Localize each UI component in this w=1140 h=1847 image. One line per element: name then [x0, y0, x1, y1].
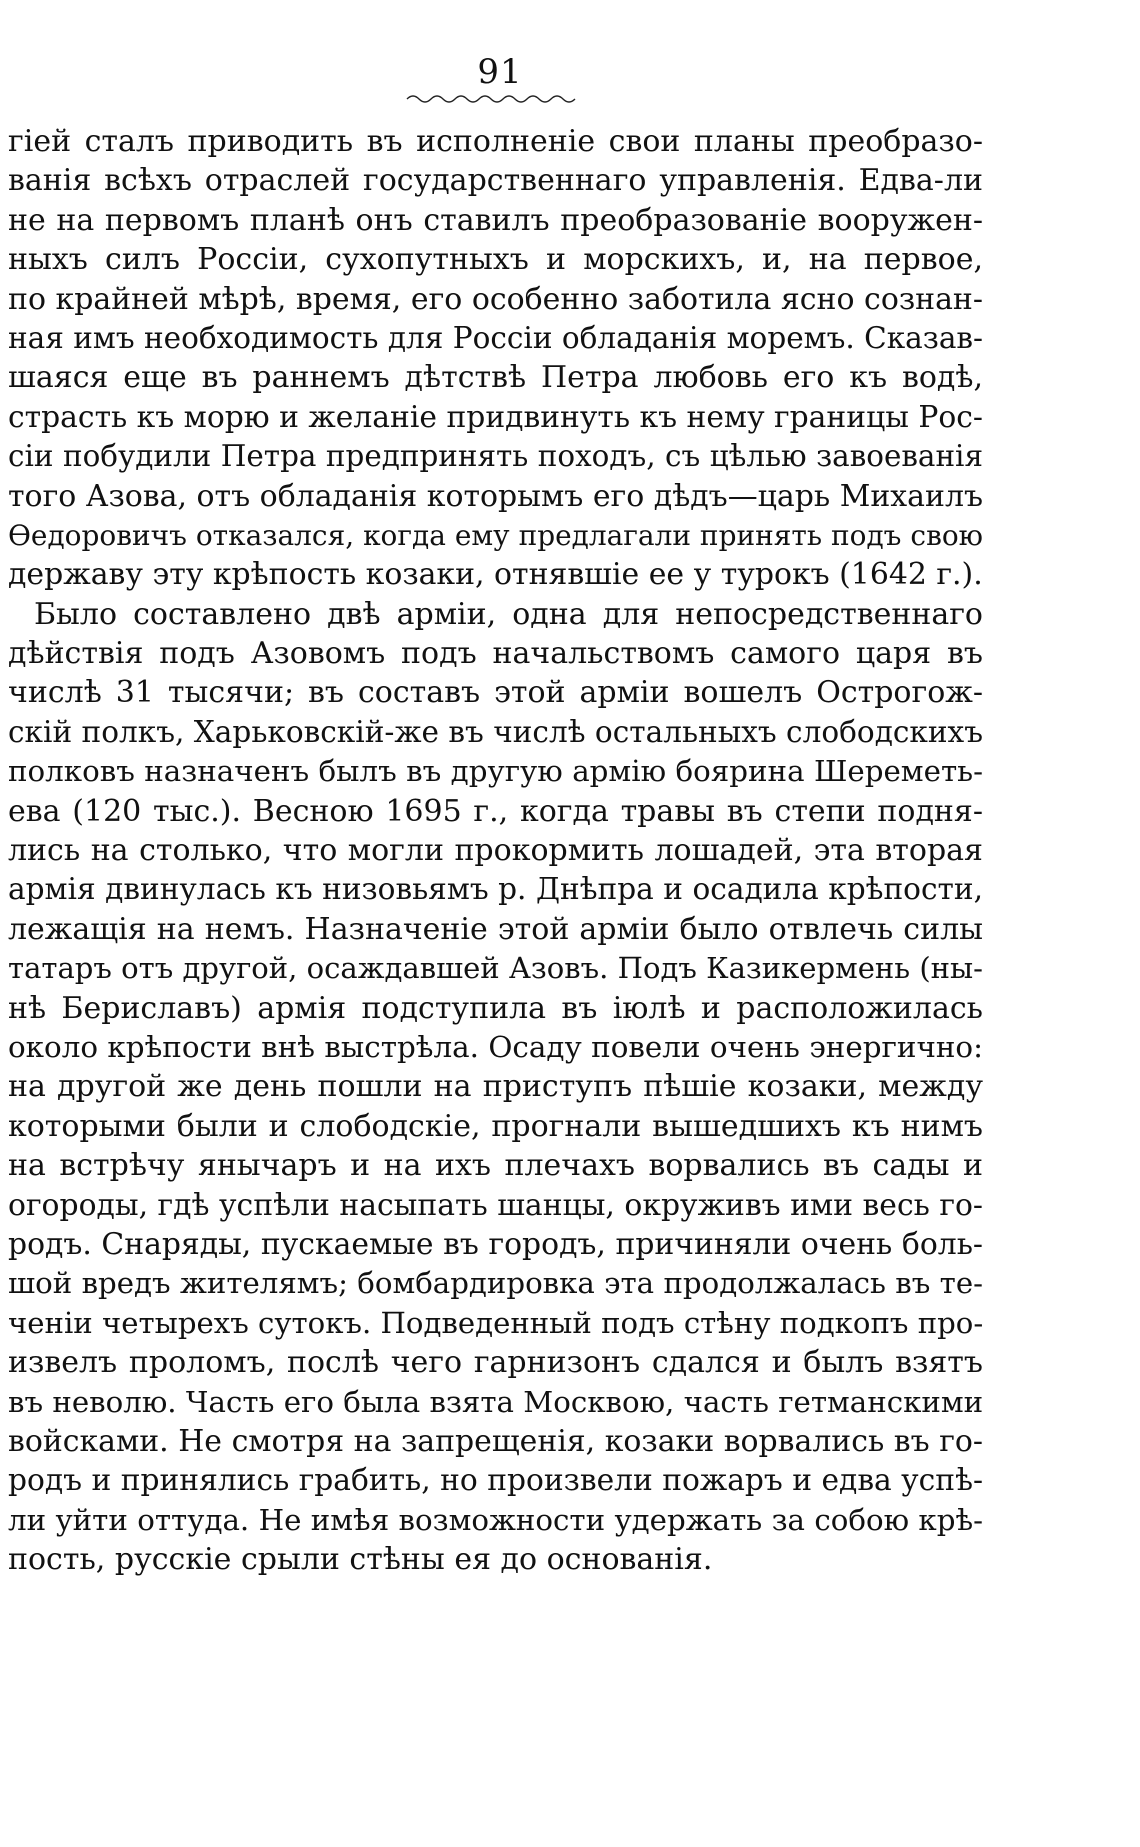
paragraph-1 — [8, 122, 983, 595]
text-line: ная имъ необходимость для Россіи обладанія моремъ. Сказав- — [8, 320, 983, 355]
text-line: на другой же день пошли на приступъ пѣшіе козаки, между — [8, 1069, 983, 1105]
paragraph-2 — [8, 595, 983, 1580]
text-line: скій полкъ, Харьковскій-же въ числѣ остальныхъ слободскихъ — [8, 714, 983, 749]
text-line: на встрѣчу янычаръ и на ихъ плечахъ ворвались въ сады и — [8, 1148, 983, 1184]
text-line: въ неволю. Часть его была взята Москвою, часть гетманскими — [8, 1384, 984, 1419]
text-line: того Азова, отъ обладанія которымъ его дѣдъ—царь Михаилъ — [8, 478, 983, 514]
text-line: войсками. Не смотря на запрещенія, козаки ворвались въ го- — [8, 1423, 983, 1459]
text-line: армія двинулась къ низовьямъ р. Днѣпра и осадила крѣпости, — [8, 872, 983, 907]
text-line: сіи побудили Петра предпринять походъ, съ цѣлью завоеванія — [8, 439, 983, 474]
text-line: ли уйти оттуда. Не имѣя возможности удержать за собою крѣ- — [8, 1502, 983, 1537]
text-line: шаяся еще въ раннемъ дѣтствѣ Петра любовь его къ водѣ, — [8, 360, 983, 396]
body-text — [8, 122, 983, 1579]
text-line: полковъ назначенъ былъ въ другую армію боярина Шереметь- — [8, 754, 983, 789]
page-number: 91 — [477, 52, 523, 92]
text-line: не на первомъ планѣ онъ ставилъ преобразованіе вооружен- — [8, 202, 983, 238]
ornament-divider-icon — [405, 92, 580, 106]
text-line: дѣйствія подъ Азовомъ подъ начальствомъ самого царя въ — [8, 636, 983, 672]
text-line: пость, русскіе срыли стѣны ея до основанія. — [8, 1542, 713, 1578]
text-line: нѣ Бериславъ) армія подступила въ іюлѣ и расположилась — [8, 990, 983, 1026]
text-line: страсть къ морю и желаніе придвинуть къ нему границы Рос- — [8, 399, 983, 435]
text-line: ванія всѣхъ отраслей государственнаго управленія. Едва-ли — [8, 163, 983, 199]
text-line: ченіи четырехъ сутокъ. Подведенный подъ стѣну подкопъ про- — [8, 1305, 984, 1340]
text-line: татаръ отъ другой, осаждавшей Азовъ. Подъ Казикермень (ны- — [8, 951, 983, 986]
text-line: огороды, гдѣ успѣли насыпать шанцы, окруживъ ими весь го- — [8, 1187, 983, 1223]
text-line: ныхъ силъ Россіи, сухопутныхъ и морскихъ, и, на первое, — [8, 242, 983, 278]
text-line: родъ. Снаряды, пускаемые въ городъ, причиняли очень боль- — [8, 1226, 983, 1262]
text-line: ева (120 тыс.). Весною 1695 г., когда травы въ степи подня- — [8, 793, 983, 829]
text-line: числѣ 31 тысячи; въ составъ этой арміи вошелъ Острогож- — [8, 675, 983, 711]
text-line: которыми были и слободскіе, прогнали вышедшихъ къ нимъ — [8, 1108, 983, 1144]
text-line: державу эту крѣпость козаки, отнявшіе ее у турокъ (1642 г.). — [8, 557, 983, 593]
text-line: лись на столько, что могли прокормить лошадей, эта вторая — [8, 833, 983, 869]
text-line: Было составлено двѣ арміи, одна для непосредственнаго — [34, 596, 983, 632]
text-line: родъ и принялись грабить, но произвели пожаръ и едва успѣ- — [8, 1463, 983, 1499]
text-line: извелъ проломъ, послѣ чего гарнизонъ сдался и былъ взятъ — [8, 1345, 983, 1381]
text-line: гіей сталъ приводить въ исполненіе свои планы преобразо- — [8, 124, 983, 159]
text-line: по крайней мѣрѣ, время, его особенно заботила ясно сознан- — [8, 281, 983, 317]
text-line: лежащія на немъ. Назначеніе этой арміи было отвлечь силы — [8, 911, 983, 947]
text-line: шой вредъ жителямъ; бомбардировка эта продолжалась въ те- — [8, 1266, 983, 1301]
text-line: Ѳедоровичъ отказался, когда ему предлагали принять подъ свою — [8, 518, 983, 552]
text-line: около крѣпости внѣ выстрѣла. Осаду повели очень энергично: — [8, 1029, 983, 1064]
